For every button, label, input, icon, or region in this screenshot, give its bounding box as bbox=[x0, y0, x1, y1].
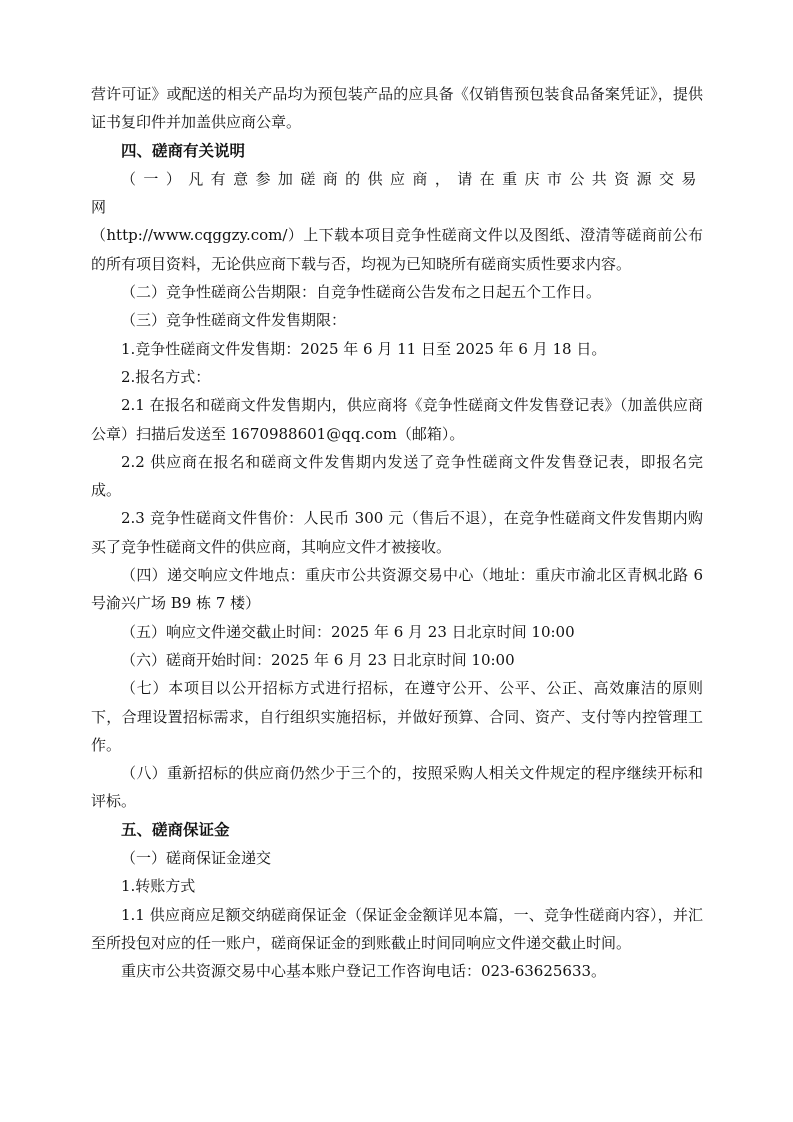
paragraph-registration-2-2: 2.2 供应商在报名和磋商文件发售期内发送了竞争性磋商文件发售登记表，即报名完成。 bbox=[91, 452, 703, 500]
paragraph-item-5-deadline: （五）响应文件递交截止时间：2025 年 6 月 23 日北京时间 10:00 bbox=[121, 622, 575, 641]
paragraph-item-1-intro: （一）凡有意参加磋商的供应商，请在重庆市公共资源交易网 bbox=[91, 169, 703, 217]
paragraph-item-3-sale-period: （三）竞争性磋商文件发售期限： bbox=[121, 311, 347, 330]
paragraph-transfer-method: 1.转账方式 bbox=[121, 877, 196, 896]
paragraph-registration-method: 2.报名方式： bbox=[121, 367, 211, 386]
paragraph-item-1-website: （http://www.cqggzy.com/）上下载本项目竞争性磋商文件以及图纸、澄清等磋商前公布的所有项目资料，无论供应商下载与否，均视为已知晓所有磋商实质性要求内容。 bbox=[91, 226, 703, 273]
paragraph-deposit-submission: （一）磋商保证金递交 bbox=[121, 849, 272, 868]
paragraph-license-requirement: 营许可证》或配送的相关产品均为预包装产品的应具备《仅销售预包装食品备案凭证》，提供证书复印件并加盖供应商公章。 bbox=[91, 85, 703, 132]
document-body bbox=[91, 80, 703, 986]
section-heading-consultation-notes: 四、磋商有关说明 bbox=[121, 141, 246, 160]
paragraph-contact-phone: 重庆市公共资源交易中心基本账户登记工作咨询电话：023-63625633。 bbox=[121, 962, 607, 981]
paragraph-registration-2-1: 2.1 在报名和磋商文件发售期内，供应商将《竞争性磋商文件发售登记表》（加盖供应商公章）扫描后发送至 1670988601@qq.com（邮箱）。 bbox=[91, 396, 703, 443]
paragraph-item-6-start-time: （六）磋商开始时间：2025 年 6 月 23 日北京时间 10:00 bbox=[121, 650, 515, 669]
paragraph-item-7-tender-method: （七）本项目以公开招标方式进行招标，在遵守公开、公平、公正、高效廉洁的原则下，合理设置招标需求，自行组织实施招标，并做好预算、合同、资产、支付等内控管理工作。 bbox=[91, 679, 703, 754]
paragraph-item-2-notice-period: （二）竞争性磋商公告期限：自竞争性磋商公告发布之日起五个工作日。 bbox=[121, 283, 602, 302]
paragraph-registration-2-3: 2.3 竞争性磋商文件售价：人民币 300 元（售后不退），在竞争性磋商文件发售期内购买了竞争性磋商文件的供应商，其响应文件才被接收。 bbox=[91, 509, 703, 556]
section-heading-deposit: 五、磋商保证金 bbox=[121, 820, 230, 839]
paragraph-item-4-location: （四）递交响应文件地点：重庆市公共资源交易中心（地址：重庆市渝北区青枫北路 6 号渝兴广场 B9 栋 7 楼） bbox=[91, 566, 703, 613]
paragraph-deposit-1-1: 1.1 供应商应足额交纳磋商保证金（保证金金额详见本篇，一、竞争性磋商内容），并汇至所投包对应的任一账户，磋商保证金的到账截止时间同响应文件递交截止时间。 bbox=[91, 905, 703, 952]
paragraph-sale-dates: 1.竞争性磋商文件发售期：2025 年 6 月 11 日至 2025 年 6 月 18 日。 bbox=[121, 339, 607, 358]
paragraph-item-8-retender: （八）重新招标的供应商仍然少于三个的，按照采购人相关文件规定的程序继续开标和评标。 bbox=[91, 764, 703, 811]
